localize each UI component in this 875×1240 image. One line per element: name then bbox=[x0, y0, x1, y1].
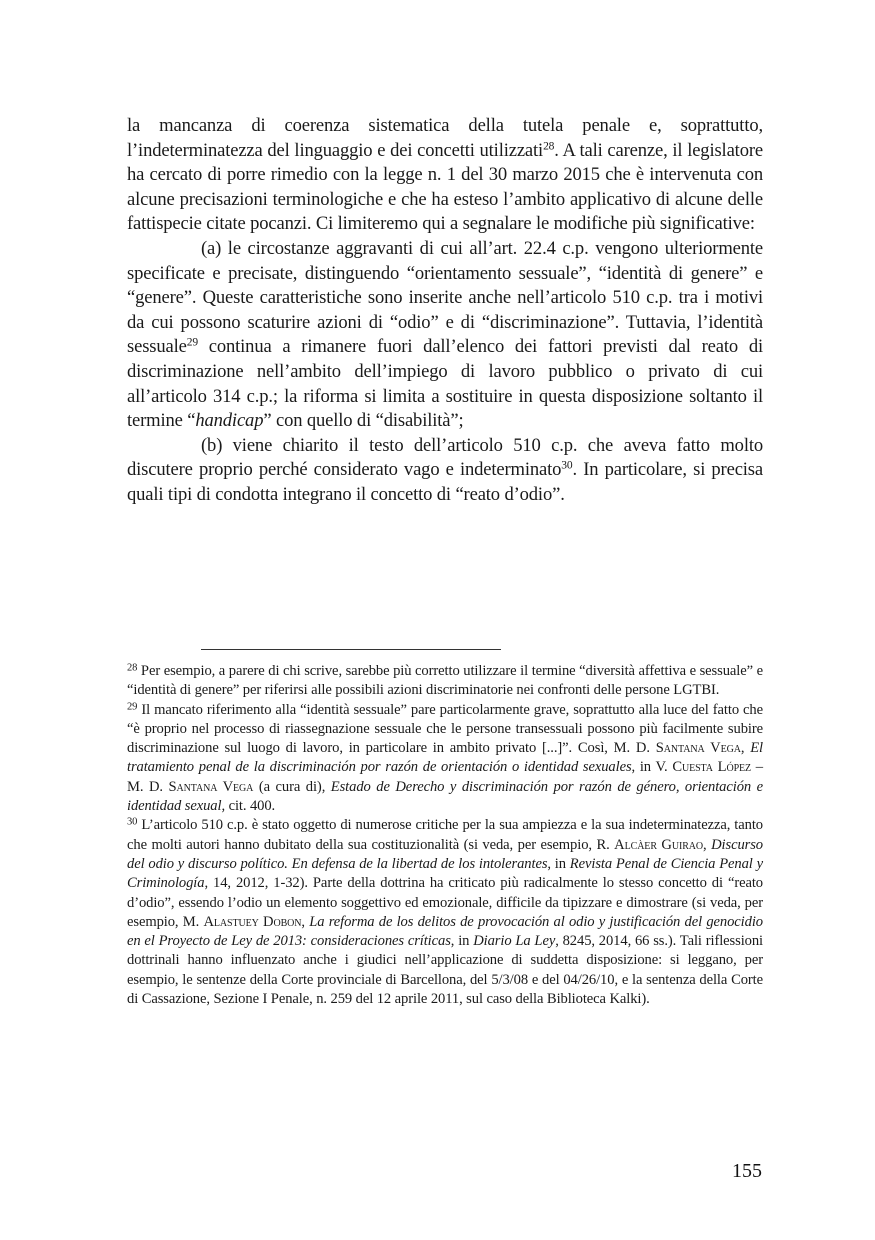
citation-title: Discurso del odio y discurso político. En defensa de la libertad de los intolerantes bbox=[127, 836, 763, 872]
author-name: Santana Vega bbox=[168, 778, 254, 795]
footnote-ref-29[interactable]: 29 bbox=[186, 337, 198, 350]
footnote-ref-30[interactable]: 30 bbox=[561, 459, 573, 472]
footnote-30: $^{30}$ L’articolo 510 c.p. è stato oggetto di numerose critiche per la sua ampiezza e la sua indeterminatezza, tanto che molti autori hanno dubitato della sua costituzionalità (si veda, per esempio, R. Alcàer Guirao, Discurso del odio y discurso político. En defensa de la libertad de los intolerantes, in Revista Penal de Ciencia Penal y Criminología, 14, 2012, 1-32). Parte della dottrina ha criticato più radicalmente lo stesso concetto di “reato d’odio”, essendo l’odio un elemento soggettivo ed emozionale, difficile da tipizzare e dimostrare (si veda, per esempio, M. Alastuey Dobon, La reforma de los delitos de provocación al odio y justificación del genocidio en el Proyecto de Ley de 2013: consideraciones críticas, in Diario La Ley, 8245, 2014, 66 ss.). Tali riflessioni dottrinali hanno influenzato anche i giudici nell’applicazione di suddetta disposizione: si leggano, per esempio, le sentenze della Corte provinciale di Barcellona, del 5/3/08 e del 04/26/10, e la sentenza della Corte di Cassazione, Sezione I Penale, n. 259 del 12 aprile 2011, sul caso della Biblioteca Kalki). bbox=[127, 816, 764, 1008]
journal-title: Diario La Ley bbox=[473, 933, 556, 950]
author-name: Alcàer Guirao bbox=[614, 836, 704, 853]
paragraph-1: la mancanza di coerenza sistematica della tutela penale e, soprattutto, l’indeterminatezza del linguaggio e dei concetti utilizzati$^{28}$. A tali carenze, il legislatore ha cercato di porre rimedio con la legge n. 1 del 30 marzo 2015 che è intervenuta con alcune precisazioni terminologiche e che ha esteso l’ambito applicativo di alcune delle fattispecie citate pocanzi. Ci limiteremo qui a segnalare le modifiche più significative: bbox=[127, 115, 763, 235]
footnote-number: 28 bbox=[127, 662, 138, 674]
paragraph-item-a: (a) le circostanze aggravanti di cui all’art. 22.4 c.p. vengono ulteriormente specificate e precisate, distinguendo “orientamento sessuale”, “identità di genere” e “genere”. Queste caratteristiche sono inserite anche nell’articolo 510 c.p. tra i motivi da cui possono scaturire azioni di “odio” e di “discriminazione”. Tuttavia, l’identità sessuale$^{29}$ continua a rimanere fuori dall’elenco dei fattori previsti dal reato di discriminazione nell’ambito dell’impiego di lavoro pubblico o privato di cui all’articolo 314 c.p.; la riforma si limita a sostituire in questa disposizione soltanto il termine “handicap” con quello di “disabilità”; bbox=[127, 237, 763, 432]
paragraph-item-b: (b) viene chiarito il testo dell’articolo 510 c.p. che aveva fatto molto discutere proprio perché considerato vago e indeterminato$^{30}$. In particolare, si precisa quali tipi di condotta integrano il concetto di “reato d’odio”. bbox=[127, 434, 763, 505]
footnote-separator bbox=[201, 649, 501, 650]
footnote-28: $^{28}$ Per esempio, a parere di chi scrive, sarebbe più corretto utilizzare il termine “diversità affettiva e sessuale” e “identità di genere” per riferirsi alle possibili azioni discriminatorie nei confronti delle persone LGTBI. bbox=[127, 662, 763, 699]
main-text bbox=[127, 114, 763, 508]
journal-title: Revista Penal de Ciencia Penal y Criminología bbox=[127, 855, 763, 892]
footnote-number: 30 bbox=[127, 816, 138, 828]
citation-title: Estado de Derecho y discriminación por razón de género, orientación e identidad sexual, bbox=[127, 778, 764, 815]
italic-term: handicap bbox=[195, 410, 264, 432]
citation-title: La reforma de los delitos de provocación al odio y justificación del genocidio en el Proyecto de Ley de 2013: consideraciones críticas bbox=[127, 913, 763, 950]
footnote-ref-28[interactable]: 28 bbox=[543, 140, 555, 153]
page-number: 155 bbox=[732, 1160, 762, 1182]
author-name: Alastuey Dobon bbox=[203, 913, 302, 930]
author-name: Santana Vega bbox=[655, 740, 741, 757]
footnote-29: $^{29}$ Il mancato riferimento alla “identità sessuale” pare particolarmente grave, soprattutto alla luce del fatto che “è proprio nel processo di riassegnazione sessuale che le persone transessuali possono più facilmente subire discriminazione sul luogo di lavoro, in particolare in ambito privato [...]”. Così, M. D. Santana Vega, El tratamiento penal de la discriminación por razón de orientación o identidad sexuales, in V. Cuesta López – M. D. Santana Vega (a cura di), Estado de Derecho y discriminación por razón de género, orientación e identidad sexual, cit. 400. bbox=[127, 700, 764, 815]
citation-title: El tratamiento penal de la discriminación por razón de orientación o identidad sexuales bbox=[127, 740, 763, 776]
author-name: Cuesta López bbox=[672, 759, 752, 776]
footnotes bbox=[127, 662, 763, 1009]
footnote-number: 29 bbox=[127, 700, 138, 712]
